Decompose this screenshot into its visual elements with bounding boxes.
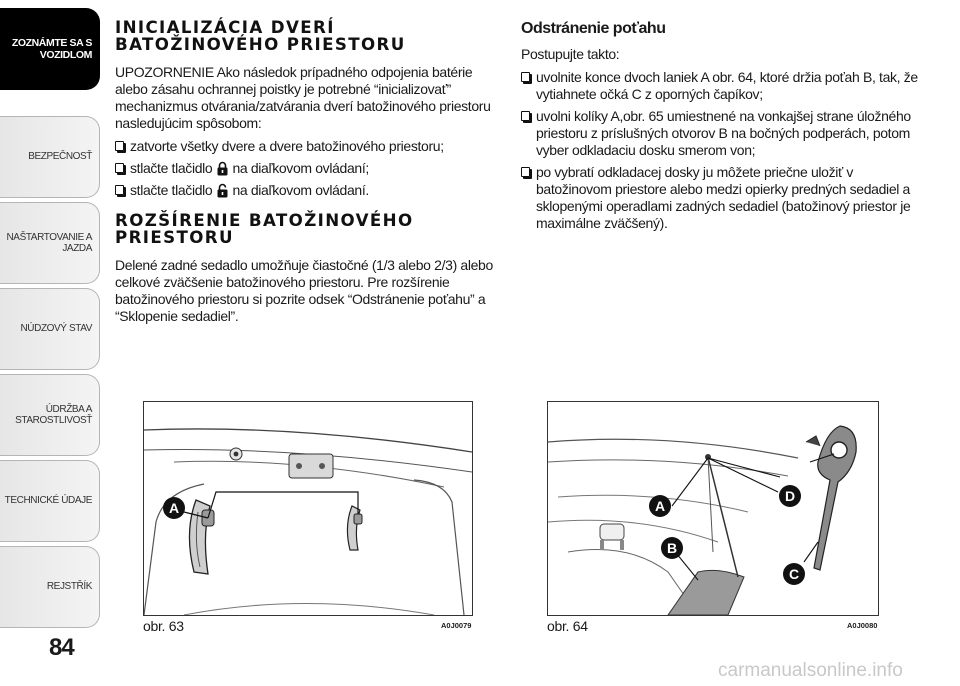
callout-label: A xyxy=(654,498,666,514)
list-item xyxy=(521,69,921,103)
tab-label: NAŠTARTOVANIE A JAZDA xyxy=(6,231,92,254)
tab-label: ÚDRŽBA A STAROSTLIVOSŤ xyxy=(15,403,92,426)
tab-zoznamte-sa-s-vozidlom[interactable] xyxy=(0,8,100,90)
list-item xyxy=(115,182,500,199)
lock-icon xyxy=(217,161,228,176)
list-item-text: po vybratí odkladacej dosky ju môžete priečne uložiť v batožinovom priestore alebo medzi opierky predných sedadiel a sklopenými operadlami zadných sedadiel (batožinový priestor je maximálne zväčšený). xyxy=(536,164,911,231)
watermark: carmanualsonline.info xyxy=(718,660,903,681)
tab-label: ZOZNÁMTE SA S VOZIDLOM xyxy=(11,36,92,61)
left-column xyxy=(115,14,500,331)
figure-64-illustration xyxy=(547,401,879,616)
init-steps-list xyxy=(115,138,500,199)
tab-label: BEZPEČNOSŤ xyxy=(28,151,92,163)
tab-label: REJSTŘÍK xyxy=(46,581,92,593)
list-item xyxy=(115,138,500,155)
checkbox-bullet-icon xyxy=(521,72,530,82)
chapter-sidebar xyxy=(0,0,100,686)
list-item xyxy=(521,108,921,159)
tab-label: NÚDZOVÝ STAV xyxy=(20,323,92,335)
callout-label: B xyxy=(666,540,678,556)
checkbox-bullet-icon xyxy=(115,141,124,151)
list-item-text: stlačte tlačidlo xyxy=(130,160,213,176)
checkbox-bullet-icon xyxy=(115,163,124,173)
callout-label: C xyxy=(788,566,800,582)
tab-technicke-udaje[interactable] xyxy=(0,460,100,542)
section-heading-inicializacia: INICIALIZÁCIA DVERÍ BATOŽINOVÉHO PRIESTORU xyxy=(115,18,406,55)
tab-nudzovy-stav[interactable] xyxy=(0,288,100,370)
checkbox-bullet-icon xyxy=(521,167,530,177)
list-item xyxy=(521,164,921,232)
list-item-text: uvolni kolíky A,obr. 65 umiestnené na vonkajšej strane úložného priestoru z príslušných otvorov B na bočných podperách, potom vyber odkladaciu dosku smerom von; xyxy=(536,108,911,158)
checkbox-bullet-icon xyxy=(521,111,530,121)
warning-paragraph: UPOZORNENIE Ako následok prípadného odpojenia batérie alebo zásahu ochrannej poistky je potrebné “inicializovať” mechanizmus otvárania/zatvárania dverí batožinového priestoru nasledujúcim spôsobom: xyxy=(115,64,491,131)
list-item-text: uvolnite konce dvoch laniek A obr. 64, ktoré držia poťah B, tak, že vytiahnete očká C z oporných čapíkov; xyxy=(536,69,918,102)
page-number: 84 xyxy=(49,634,74,661)
right-column xyxy=(521,14,921,240)
checkbox-bullet-icon xyxy=(115,185,124,195)
figure-code: A0J0079 xyxy=(441,621,472,630)
removal-steps-list xyxy=(521,69,921,232)
list-item-text: stlačte tlačidlo xyxy=(130,182,213,198)
expansion-paragraph: Delené zadné sedadlo umožňuje čiastočné (1/3 alebo 2/3) alebo celkové zväčšenie batožinového priestoru. Pre rozšírenie batožinového priestoru si pozrite odsek “Odstránenie poťahu” a “Sklopenie sedadiel”. xyxy=(115,257,493,324)
unlock-icon xyxy=(217,183,228,198)
trunk-lid-drawing xyxy=(144,402,472,615)
tab-bezpecnost[interactable] xyxy=(0,116,100,198)
tab-udrzba-a-starostlivost[interactable] xyxy=(0,374,100,456)
list-item-text: zatvorte všetky dvere a dvere batožinového priestoru; xyxy=(130,138,444,154)
figure-code: A0J0080 xyxy=(847,621,878,630)
intro-text: Postupujte takto: xyxy=(521,46,620,62)
figure-caption: obr. 63 xyxy=(143,618,184,634)
callout-label: D xyxy=(784,488,796,504)
section-heading-odstranenie-potahu: Odstránenie poťahu xyxy=(521,20,666,37)
tab-nastartovanie-a-jazda[interactable] xyxy=(0,202,100,284)
list-item-text: na diaľkovom ovládaní. xyxy=(232,182,369,198)
list-item xyxy=(115,160,500,177)
parcel-shelf-drawing xyxy=(548,402,878,615)
figure-caption: obr. 64 xyxy=(547,618,588,634)
figure-63-illustration xyxy=(143,401,473,616)
tab-label: TECHNICKÉ ÚDAJE xyxy=(4,495,92,507)
tab-rejstrik[interactable] xyxy=(0,546,100,628)
list-item-text: na diaľkovom ovládaní; xyxy=(232,160,369,176)
callout-label: A xyxy=(168,500,180,516)
section-heading-rozsirenie: ROZŠÍRENIE BATOŽINOVÉHO PRIESTORU xyxy=(115,211,414,248)
